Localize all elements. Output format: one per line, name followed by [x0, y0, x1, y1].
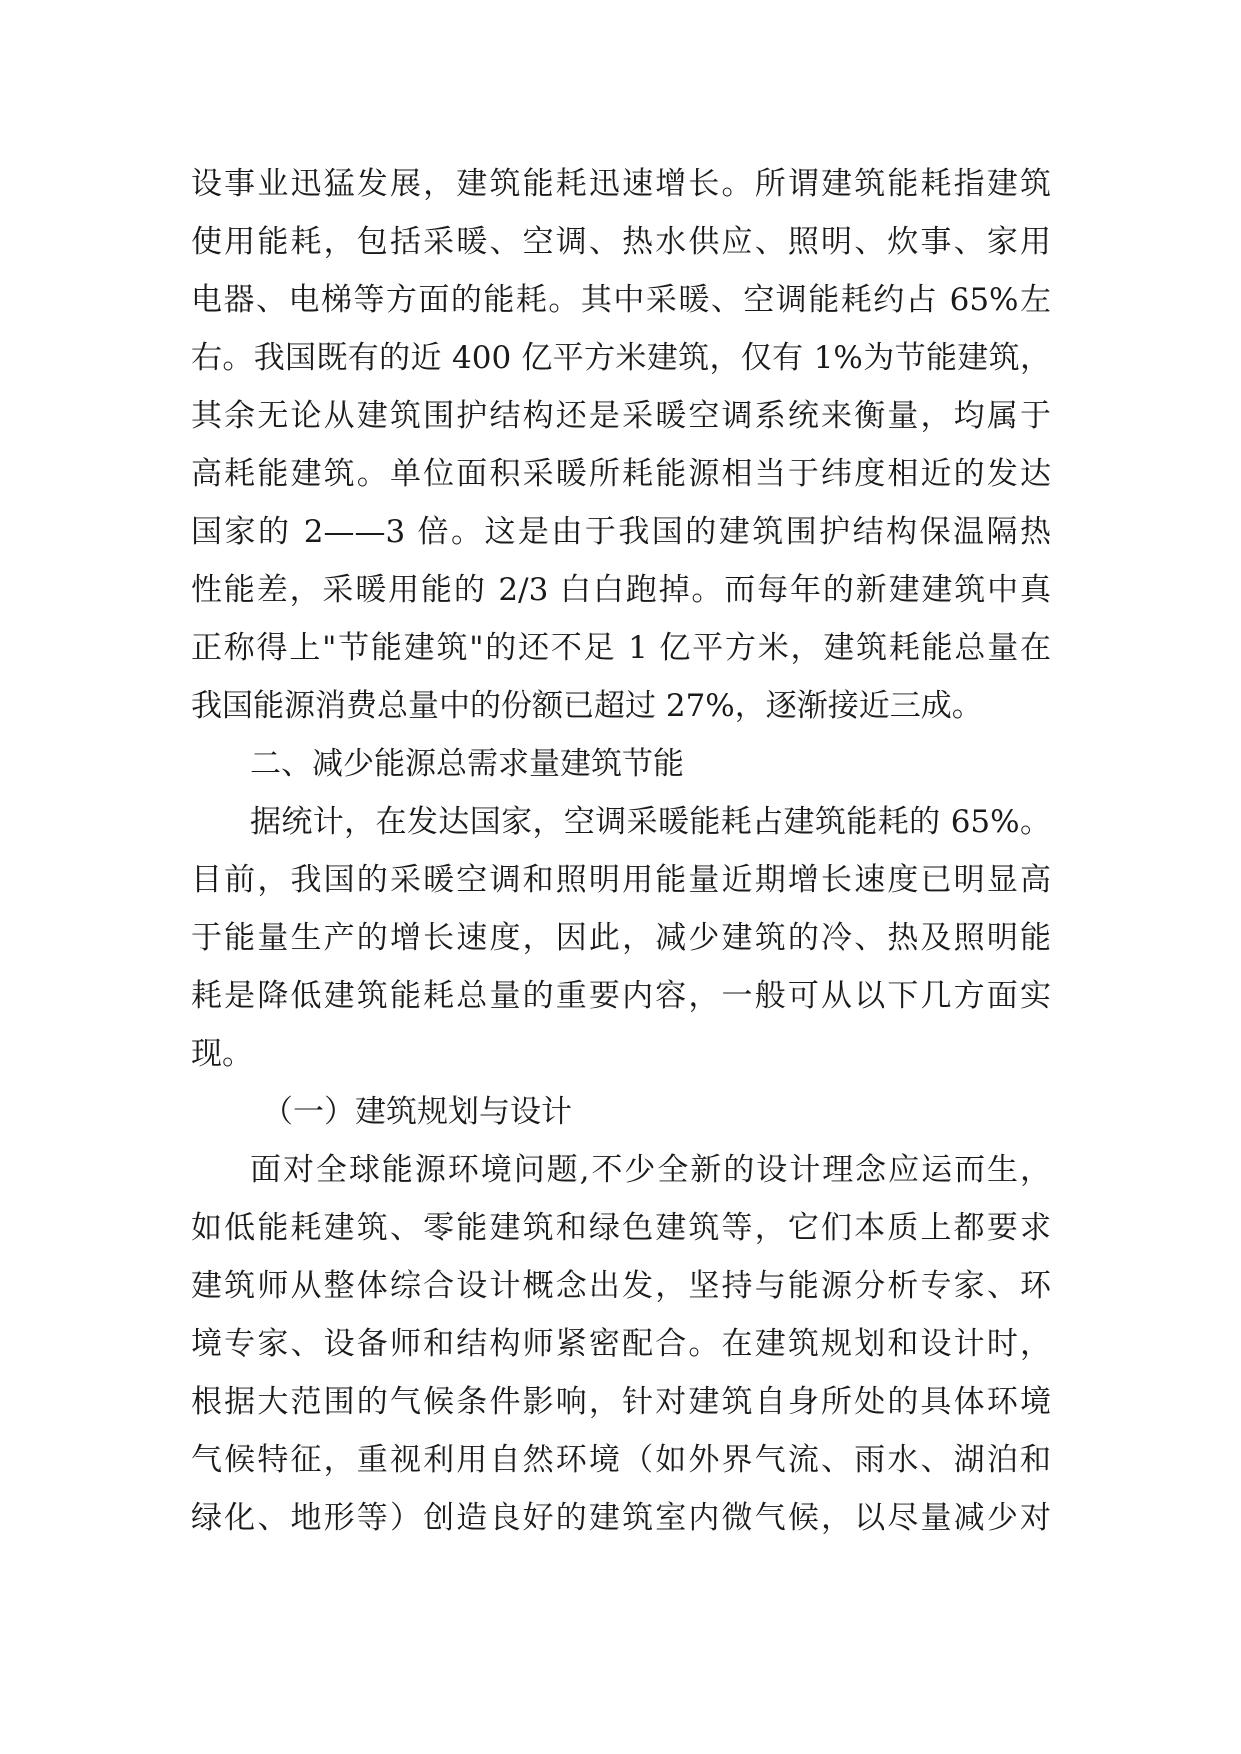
body-text-line: 根据大范围的气候条件影响，针对建筑自身所处的具体环境 [191, 1384, 1051, 1420]
paragraph-first-line: 据统计，在发达国家，空调采暖能耗占建筑能耗的 65%。 [250, 804, 1051, 840]
body-text-line: 我国能源消费总量中的份额已超过 27%，逐渐接近三成。 [191, 688, 983, 724]
body-text-line: 设事业迅猛发展，建筑能耗迅速增长。所谓建筑能耗指建筑 [191, 166, 1051, 202]
body-text-line: 耗是降低建筑能耗总量的重要内容，一般可从以下几方面实 [191, 978, 1051, 1014]
body-text-line: 电器、电梯等方面的能耗。其中采暖、空调能耗约占 65%左 [191, 282, 1051, 318]
body-text-line: 目前，我国的采暖空调和照明用能量近期增长速度已明显高 [191, 862, 1051, 898]
body-text-line: 正称得上"节能建筑"的还不足 1 亿平方米，建筑耗能总量在 [191, 630, 1051, 666]
body-text-line: 其余无论从建筑围护结构还是采暖空调系统来衡量，均属于 [191, 398, 1051, 434]
section-heading: 二、减少能源总需求量建筑节能 [250, 746, 684, 782]
body-text-line: 右。我国既有的近 400 亿平方米建筑，仅有 1%为节能建筑， [191, 340, 1051, 376]
body-text-line: 绿化、地形等）创造良好的建筑室内微气候，以尽量减少对 [191, 1500, 1051, 1536]
body-text-line: 使用能耗，包括采暖、空调、热水供应、照明、炊事、家用 [191, 224, 1051, 260]
body-text-line: 高耗能建筑。单位面积采暖所耗能源相当于纬度相近的发达 [191, 456, 1051, 492]
body-text-line: 建筑师从整体综合设计概念出发，坚持与能源分析专家、环 [191, 1268, 1051, 1304]
body-text-line: 气候特征，重视利用自然环境（如外界气流、雨水、湖泊和 [191, 1442, 1051, 1478]
paragraph-first-line: 面对全球能源环境问题,不少全新的设计理念应运而生， [250, 1152, 1051, 1188]
body-text-line: 境专家、设备师和结构师紧密配合。在建筑规划和设计时， [191, 1326, 1051, 1362]
body-text-line: 于能量生产的增长速度，因此，减少建筑的冷、热及照明能 [191, 920, 1051, 956]
subsection-heading: （一）建筑规划与设计 [262, 1094, 572, 1130]
body-text-line: 现。 [191, 1036, 253, 1072]
body-text-line: 如低能耗建筑、零能建筑和绿色建筑等，它们本质上都要求 [191, 1210, 1051, 1246]
body-text-line: 性能差，采暖用能的 2/3 白白跑掉。而每年的新建建筑中真 [191, 572, 1051, 608]
body-text-line: 国家的 2——3 倍。这是由于我国的建筑围护结构保温隔热 [191, 514, 1051, 550]
